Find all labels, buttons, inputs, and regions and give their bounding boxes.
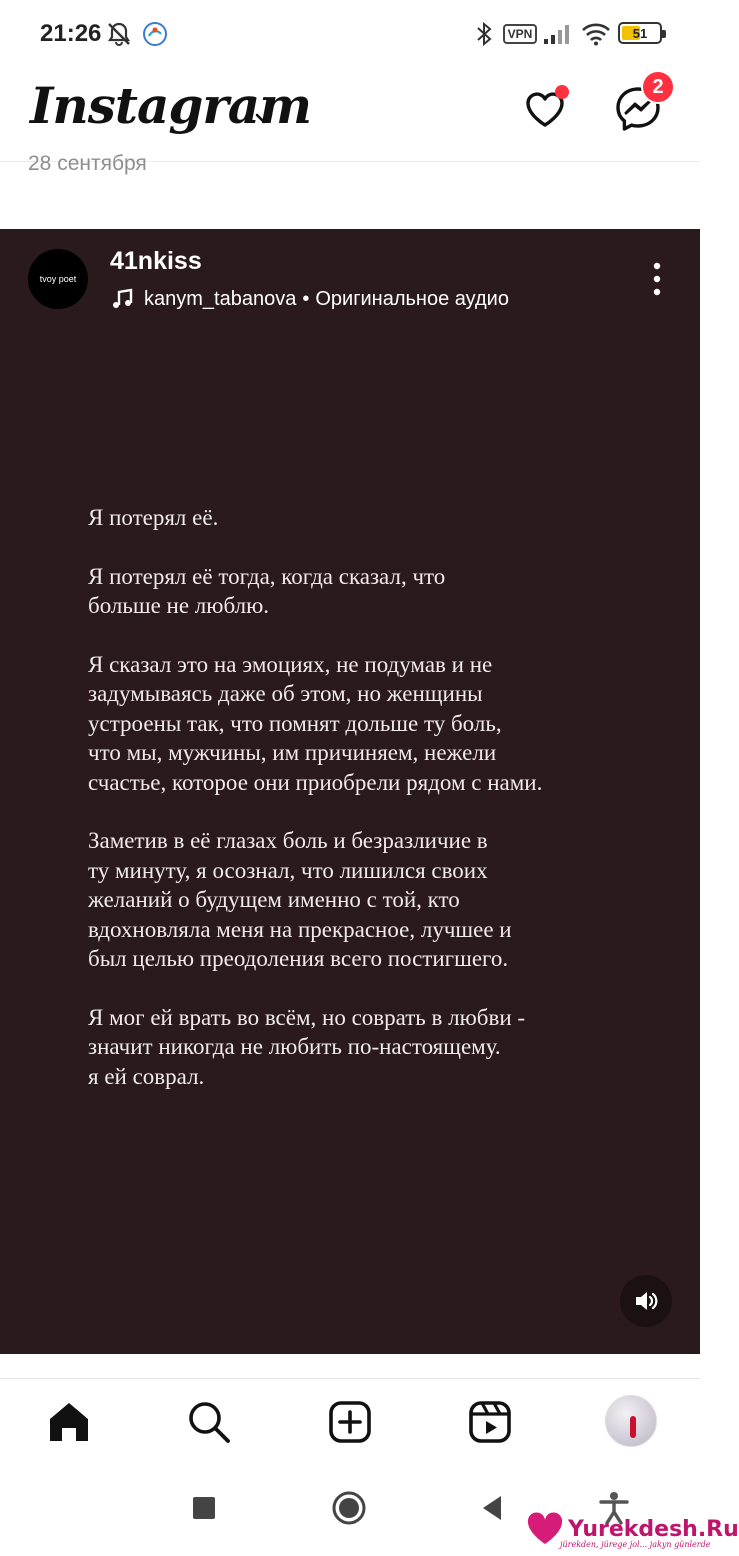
vpn-badge: VPN [502, 18, 538, 50]
audio-separator: • [302, 287, 310, 310]
poem-paragraph: Заметив в её глазах боль и безразличие в ту минуту, я осознал, что лишился своих желаний о будущем именно с той, кто вдохновляла меня на прекрасное, лучшее и был целью преодоления всего постигшего. [88, 828, 512, 971]
search-icon[interactable] [184, 1397, 234, 1447]
watermark-tagline: jürekden, jürege jol... jakyn günlerde [560, 1540, 711, 1549]
avatar-text: tvoy poet [39, 274, 77, 284]
post-username[interactable]: 41nkiss [110, 247, 202, 275]
chevron-down-icon[interactable] [250, 104, 278, 132]
poem-paragraph: Я мог ей врать во всём, но соврать в любви - значит никогда не любить по-настоящему. я ей соврал. [88, 1004, 526, 1089]
previous-post-date: 28 сентября [28, 152, 147, 175]
watermark-brand: Yurekdesh.Ru [568, 1516, 739, 1542]
avatar-figure [630, 1416, 636, 1438]
signal-icon [542, 18, 572, 50]
audio-row[interactable] [110, 287, 509, 311]
reel-post[interactable] [0, 229, 700, 1354]
post-poem-text [88, 503, 648, 1120]
audio-title: Оригинальное аудио [315, 287, 509, 310]
instagram-logo[interactable]: Instagram [30, 76, 311, 135]
more-icon[interactable] [640, 259, 674, 299]
poem-paragraph: Я сказал это на эмоциях, не подумав и не задумываясь даже об этом, но женщины устроены так, что помнят дольше ту боль, что мы, мужчины, им причиняем, нежели счастье, которое они приобрели рядом с нами. [88, 651, 543, 795]
poem-paragraph: Я потерял её. [88, 505, 219, 530]
status-time: 21:26 [40, 20, 102, 47]
audio-author: kanym_tabanova [144, 287, 297, 310]
poem-paragraph: Я потерял её тогда, когда сказал, что больше не люблю. [88, 563, 446, 618]
post-avatar[interactable] [28, 249, 88, 309]
battery-icon [618, 22, 662, 44]
home-icon[interactable] [44, 1397, 94, 1447]
wifi-icon [580, 18, 612, 50]
recent-apps-icon[interactable] [186, 1490, 222, 1526]
back-icon[interactable] [474, 1490, 510, 1526]
dnd-off-icon [104, 18, 134, 50]
home-circle-icon[interactable] [331, 1490, 367, 1526]
notification-dot [555, 85, 569, 99]
watermark-heart-icon [526, 1512, 564, 1546]
sound-on-icon[interactable] [620, 1275, 672, 1327]
profile-avatar[interactable] [605, 1395, 657, 1447]
battery-tip [662, 30, 666, 38]
bluetooth-icon [472, 18, 496, 50]
app-header [0, 68, 700, 162]
reels-icon[interactable] [465, 1397, 515, 1447]
create-icon[interactable] [325, 1397, 375, 1447]
music-note-icon [110, 287, 134, 311]
app-notification-icon [140, 18, 170, 50]
status-bar [0, 0, 700, 68]
messages-badge: 2 [641, 70, 675, 104]
battery-level: 51 [632, 25, 648, 41]
bottom-nav [0, 1378, 700, 1464]
